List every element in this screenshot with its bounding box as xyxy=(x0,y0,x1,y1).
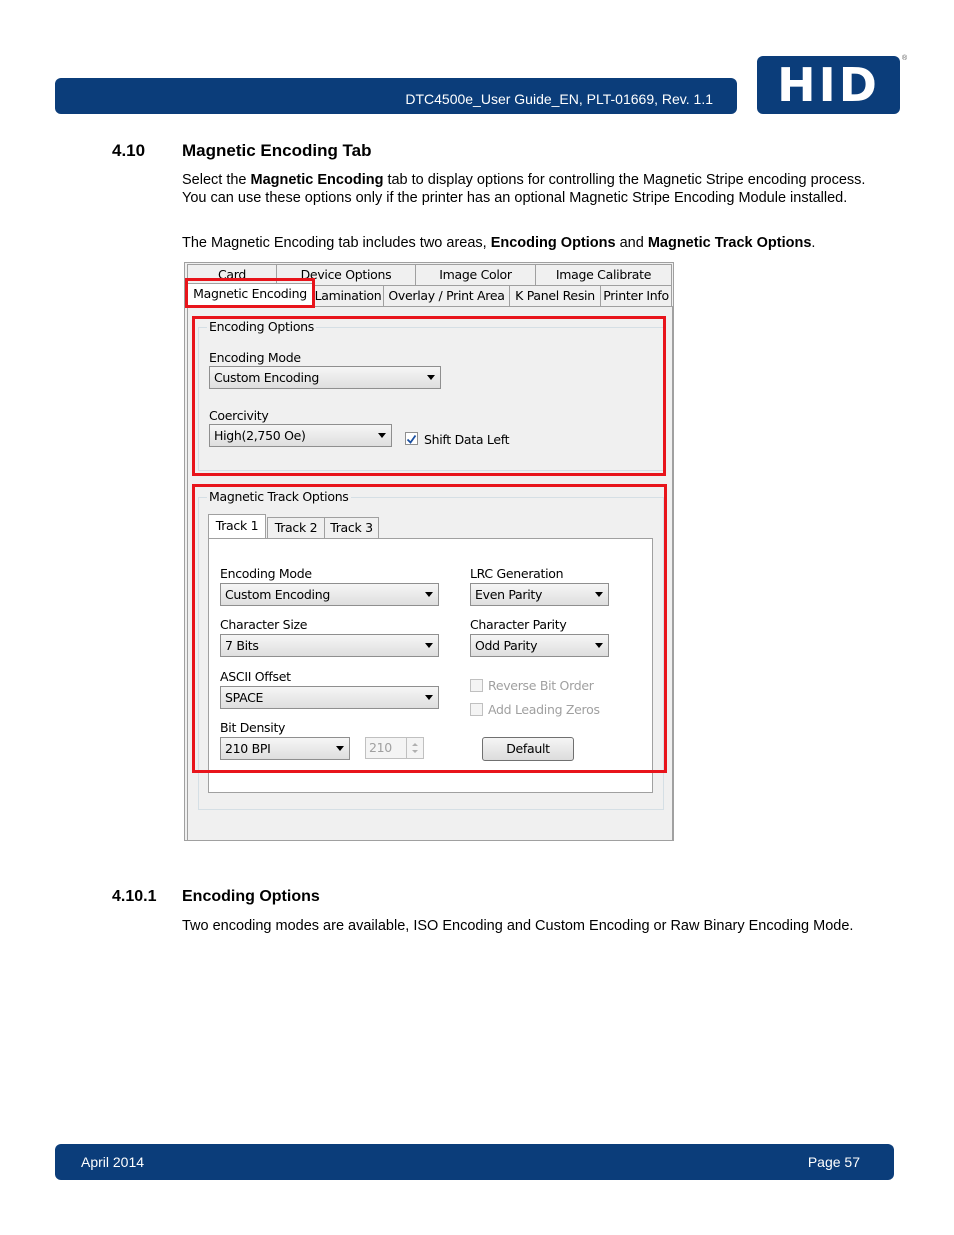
bit-density-label: Bit Density xyxy=(220,720,286,735)
coercivity-value: High(2,750 Oe) xyxy=(214,428,306,443)
lrc-generation-value: Even Parity xyxy=(475,587,543,602)
tab-k-panel-resin[interactable]: K Panel Resin xyxy=(509,285,601,306)
footer-page-number: Page 57 xyxy=(807,1154,860,1170)
text-run-bold: Magnetic Track Options xyxy=(647,235,812,251)
encoding-mode-label: Encoding Mode xyxy=(209,350,301,365)
ascii-offset-label: ASCII Offset xyxy=(220,669,291,684)
tab-device-options[interactable]: Device Options xyxy=(276,264,416,285)
text-run: Select the xyxy=(182,172,251,188)
subsection-number: 4.10.1 xyxy=(112,888,157,905)
footer-bar xyxy=(55,1144,894,1180)
text-run: and xyxy=(615,235,648,251)
tab-image-calibrate[interactable]: Image Calibrate xyxy=(535,264,672,285)
text-run-bold: Encoding Options xyxy=(490,235,616,251)
subsection-title: Encoding Options xyxy=(182,888,320,905)
reverse-bit-order-label: Reverse Bit Order xyxy=(488,678,594,693)
subsection-paragraph: Two encoding modes are available, ISO Encoding and Custom Encoding or Raw Binary Encoding Mode. xyxy=(182,918,854,934)
highlight-magnetic-track-options xyxy=(192,484,667,773)
track-encoding-mode-value: Custom Encoding xyxy=(225,587,330,602)
encoding-mode-value: Custom Encoding xyxy=(214,370,319,385)
header-bar xyxy=(55,78,737,114)
tab-printer-info[interactable]: Printer Info xyxy=(600,285,672,306)
text-run-bold: Magnetic Encoding xyxy=(250,172,384,188)
tab-card[interactable]: Card xyxy=(187,264,277,285)
coercivity-label: Coercivity xyxy=(209,408,269,423)
section-paragraph-1 xyxy=(182,171,872,207)
tab-track-2[interactable]: Track 2 xyxy=(267,517,325,538)
section-paragraph-2 xyxy=(182,234,872,252)
encoding-options-title: Encoding Options xyxy=(209,319,315,334)
tab-lamination[interactable]: Lamination xyxy=(312,285,384,306)
default-button[interactable]: Default xyxy=(482,737,574,761)
add-leading-zeros-label: Add Leading Zeros xyxy=(488,702,600,717)
tab-track-1[interactable]: Track 1 xyxy=(208,514,266,539)
logo-text: HID xyxy=(777,58,880,112)
lrc-generation-label: LRC Generation xyxy=(470,566,564,581)
section-number: 4.10 xyxy=(112,141,146,160)
section-title: Magnetic Encoding Tab xyxy=(182,141,372,160)
text-run: The Magnetic Encoding tab includes two areas, xyxy=(182,235,491,251)
highlight-encoding-options xyxy=(192,316,666,476)
tab-image-color[interactable]: Image Color xyxy=(415,264,536,285)
shift-data-left-label: Shift Data Left xyxy=(424,432,510,447)
tab-track-3[interactable]: Track 3 xyxy=(324,517,379,538)
character-size-value: 7 Bits xyxy=(225,638,259,653)
registered-mark: ® xyxy=(902,55,908,62)
text-run: tab to display options for controlling the Magnetic Stripe encoding process. You can use these options only if the printer has an optional Magnetic Stripe Encoding Module installed. xyxy=(182,172,866,206)
tab-overlay-print-area[interactable]: Overlay / Print Area xyxy=(383,285,510,306)
document-title: DTC4500e_User Guide_EN, PLT-01669, Rev. 1.1 xyxy=(405,91,713,107)
footer-date: April 2014 xyxy=(81,1154,145,1170)
magnetic-track-options-title: Magnetic Track Options xyxy=(209,489,349,504)
character-parity-value: Odd Parity xyxy=(475,638,538,653)
character-parity-label: Character Parity xyxy=(470,617,567,632)
ascii-offset-value: SPACE xyxy=(225,690,264,705)
highlight-magnetic-encoding-tab xyxy=(185,278,315,308)
bit-density-value: 210 BPI xyxy=(225,741,271,756)
character-size-label: Character Size xyxy=(220,617,308,632)
text-run: . xyxy=(811,235,816,251)
bit-density-spinner-value: 210 xyxy=(369,740,392,755)
tab-magnetic-encoding[interactable]: Magnetic Encoding xyxy=(187,283,313,307)
track-encoding-mode-label: Encoding Mode xyxy=(220,566,312,581)
hid-logo xyxy=(757,56,900,114)
